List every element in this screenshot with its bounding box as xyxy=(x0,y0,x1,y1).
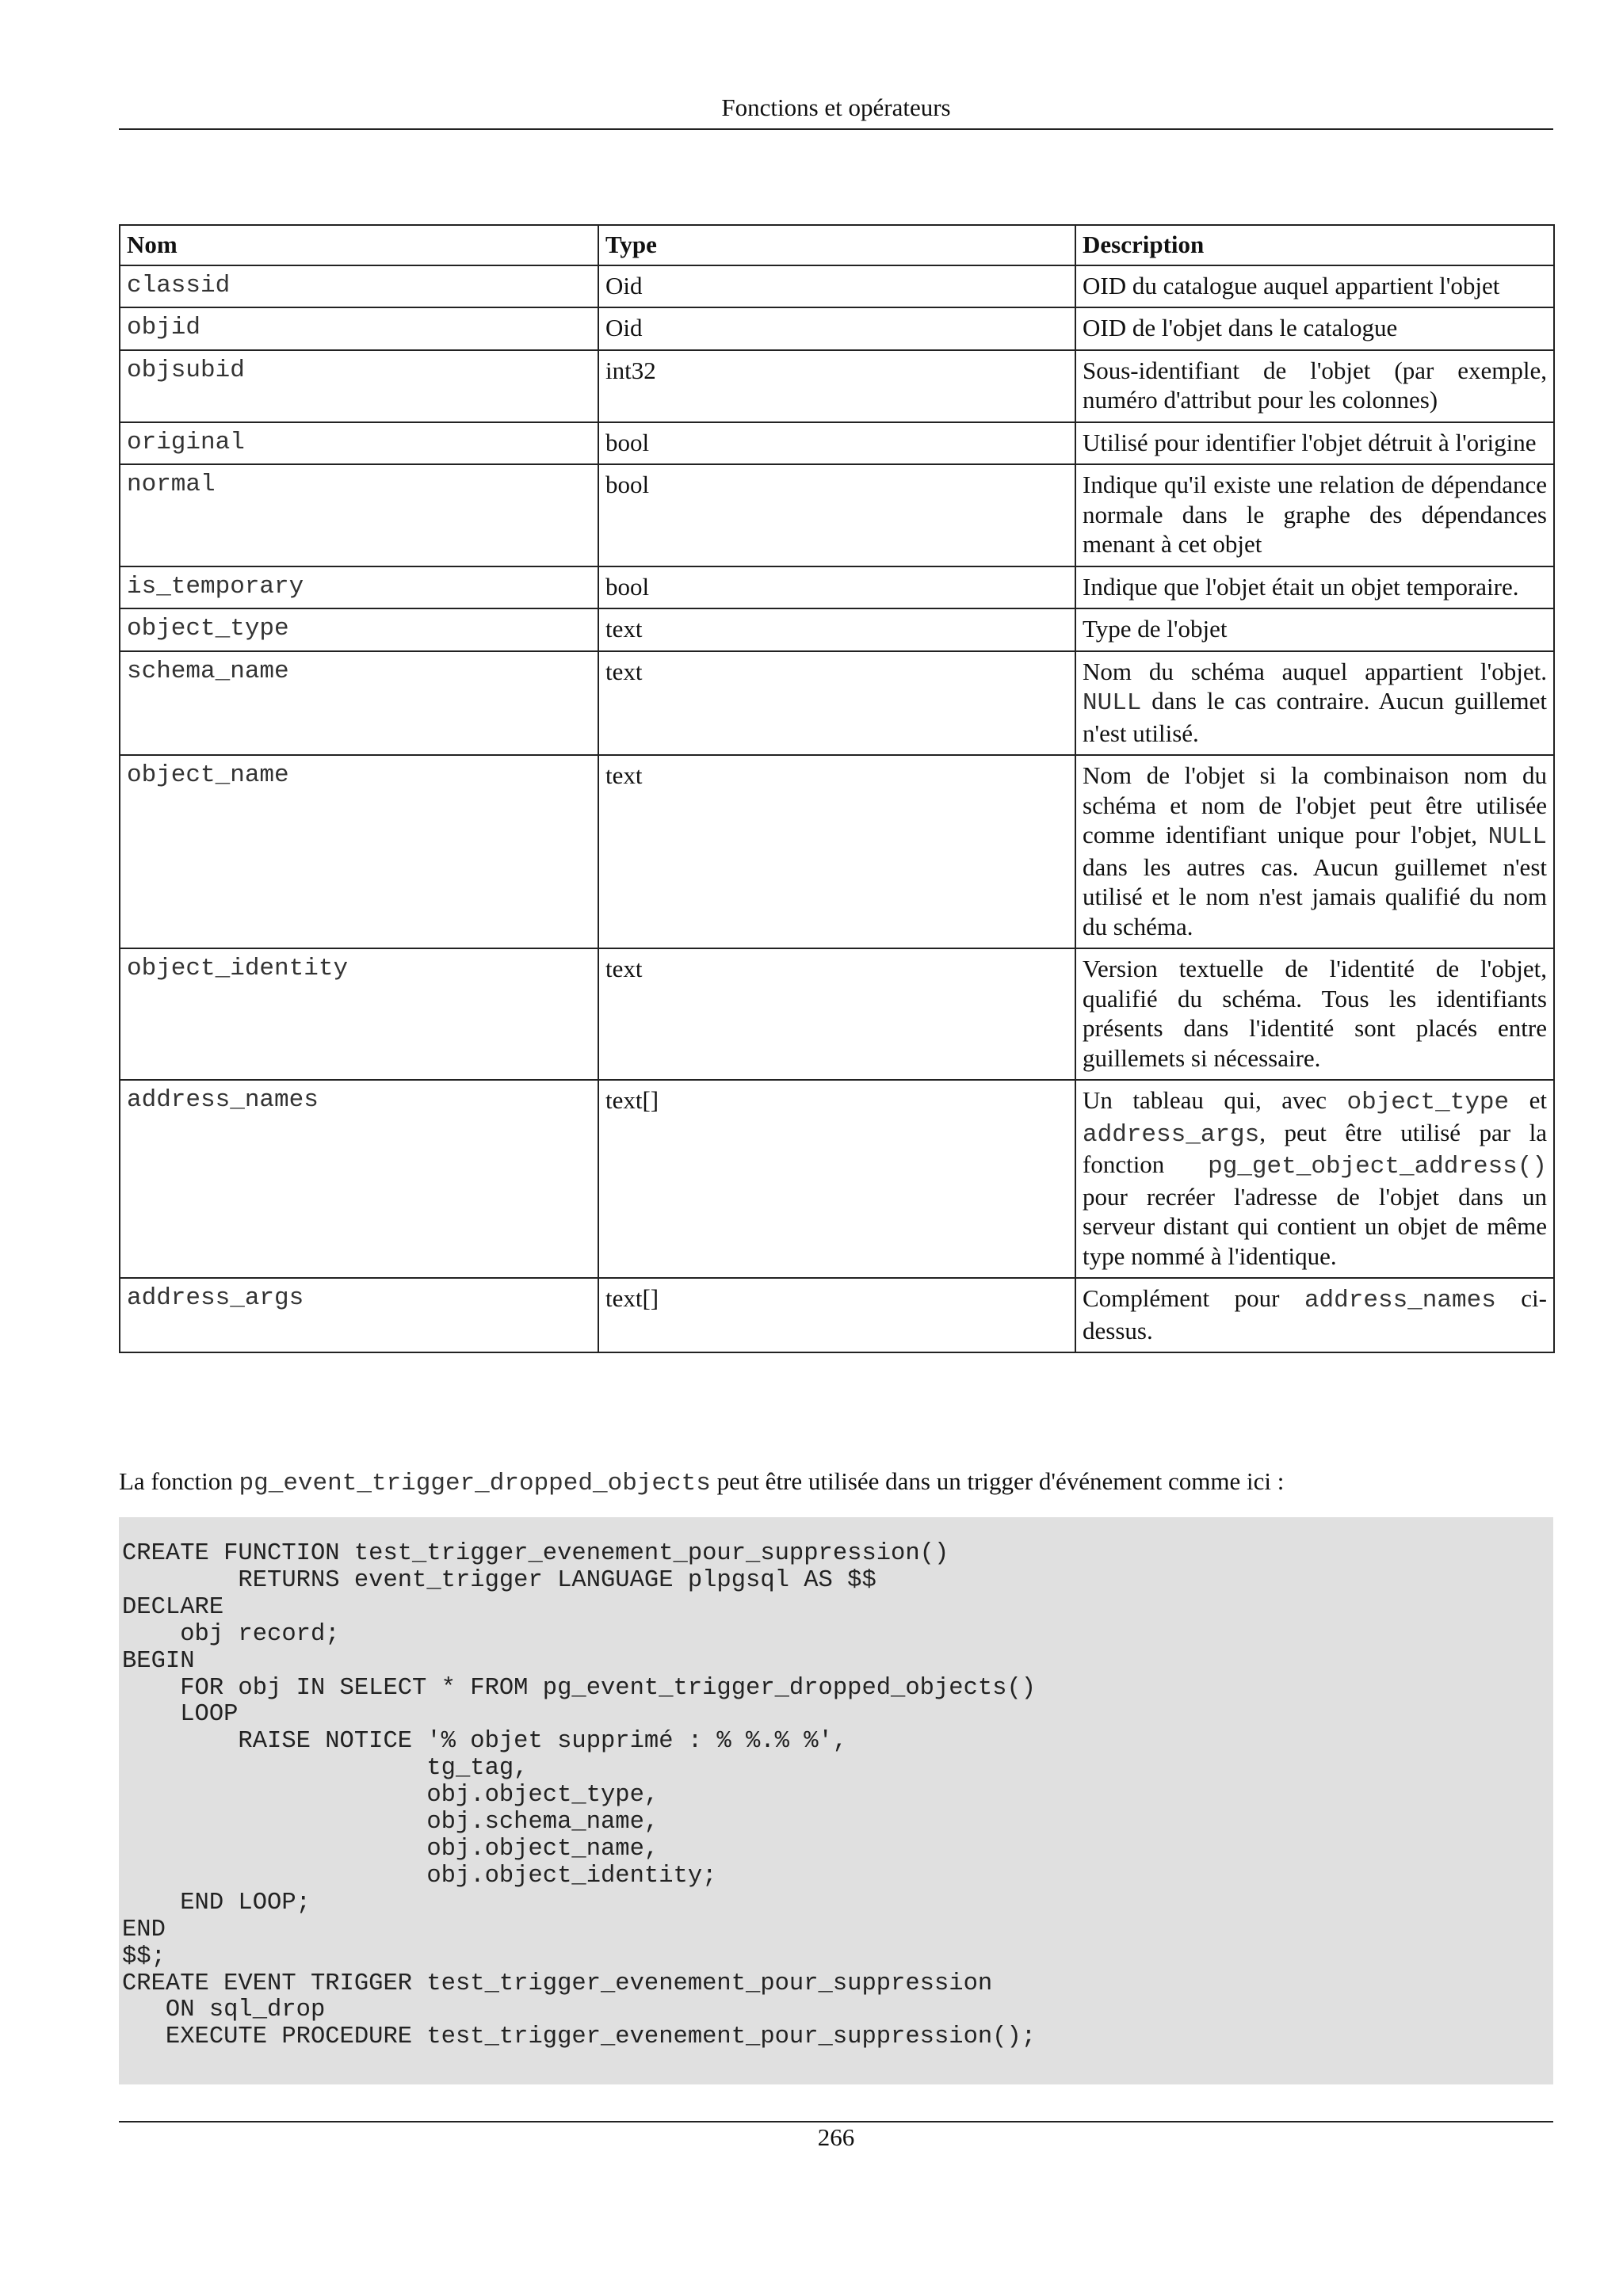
description-text: Indique que l'objet était un objet temporaire. xyxy=(1083,572,1519,601)
cell-description xyxy=(1075,608,1554,651)
cell-name: address_args xyxy=(120,1278,598,1352)
cell-name: normal xyxy=(120,464,598,566)
cell-name: address_names xyxy=(120,1080,598,1278)
cell-name: objid xyxy=(120,307,598,350)
header-rule xyxy=(119,128,1553,130)
table-row xyxy=(120,1278,1554,1352)
description-text: OID du catalogue auquel appartient l'objet xyxy=(1083,271,1500,299)
table-row xyxy=(120,608,1554,651)
code-example: CREATE FUNCTION test_trigger_evenement_pour_suppression() RETURNS event_trigger LANGUAGE plpgsql AS $$ DECLARE obj record; BEGIN FOR obj IN SELECT * FROM pg_event_trigger_dropped_objects() LOOP RAISE NOTICE '% objet supprimé : % %.% %', tg_tag, obj.object_type, obj.schema_name, obj.object_name, obj.object_identity; END LOOP; END $$; CREATE EVENT TRIGGER test_trigger_evenement_pour_suppression ON sql_drop EXECUTE PROCEDURE test_trigger_evenement_pour_suppression(); xyxy=(122,1540,1037,2051)
description-text: Nom du schéma auquel appartient l'objet. xyxy=(1083,657,1547,685)
table-row xyxy=(120,307,1554,350)
cell-description xyxy=(1075,265,1554,308)
description-text: dans le cas contraire. Aucun guillemet n'est utilisé. xyxy=(1083,687,1547,747)
cell-description xyxy=(1075,422,1554,465)
cell-name: object_identity xyxy=(120,948,598,1080)
cell-description xyxy=(1075,755,1554,948)
column-header-nom: Nom xyxy=(120,225,598,265)
description-text: Sous-identifiant de l'objet (par exemple, numéro d'attribut pour les colonnes) xyxy=(1083,356,1547,414)
cell-description xyxy=(1075,307,1554,350)
intro-text-after: peut être utilisée dans un trigger d'événement comme ici : xyxy=(710,1467,1285,1495)
table-row xyxy=(120,948,1554,1080)
description-text: Type de l'objet xyxy=(1083,615,1228,643)
inline-code: address_names xyxy=(1304,1287,1496,1314)
table-row xyxy=(120,1080,1554,1278)
cell-type: text xyxy=(598,948,1075,1080)
running-header: Fonctions et opérateurs xyxy=(721,93,951,121)
table-row xyxy=(120,265,1554,308)
inline-code: NULL xyxy=(1083,689,1142,717)
cell-name: original xyxy=(120,422,598,465)
code-example-box xyxy=(119,1517,1553,2084)
cell-type: bool xyxy=(598,422,1075,465)
cell-type: text[] xyxy=(598,1080,1075,1278)
cell-description xyxy=(1075,948,1554,1080)
cell-name: object_name xyxy=(120,755,598,948)
intro-text-before: La fonction xyxy=(119,1467,239,1495)
page-number: 266 xyxy=(817,2123,855,2151)
cell-type: Oid xyxy=(598,265,1075,308)
inline-code: NULL xyxy=(1487,823,1547,851)
table-row xyxy=(120,755,1554,948)
attributes-table xyxy=(119,224,1555,1353)
description-text: OID de l'objet dans le catalogue xyxy=(1083,314,1398,341)
intro-paragraph xyxy=(119,1466,1553,1500)
description-text: ci-dessus. xyxy=(1083,1284,1547,1344)
cell-description xyxy=(1075,464,1554,566)
cell-description xyxy=(1075,1080,1554,1278)
table-row xyxy=(120,422,1554,465)
description-text: pour recréer l'adresse de l'objet dans un serveur distant qui contient un objet de même type nommé à l'identique. xyxy=(1083,1182,1547,1270)
cell-type: Oid xyxy=(598,307,1075,350)
cell-description xyxy=(1075,1278,1554,1352)
column-header-type: Type xyxy=(598,225,1075,265)
cell-name: is_temporary xyxy=(120,566,598,609)
intro-function-name: pg_event_trigger_dropped_objects xyxy=(239,1470,711,1497)
column-header-description: Description xyxy=(1075,225,1554,265)
table-row xyxy=(120,464,1554,566)
description-text: Utilisé pour identifier l'objet détruit à l'origine xyxy=(1083,428,1537,456)
cell-description xyxy=(1075,566,1554,609)
description-text: , peut être utilisé par la fonction xyxy=(1083,1118,1547,1178)
cell-type: text xyxy=(598,608,1075,651)
cell-name: objsubid xyxy=(120,350,598,422)
description-text: Un tableau qui, avec xyxy=(1083,1086,1347,1114)
cell-type: text[] xyxy=(598,1278,1075,1352)
cell-name: object_type xyxy=(120,608,598,651)
description-text: Nom de l'objet si la combinaison nom du schéma et nom de l'objet peut être utilisée comme identifiant unique pour l'objet, xyxy=(1083,761,1547,849)
inline-code: object_type xyxy=(1346,1089,1510,1116)
cell-description xyxy=(1075,350,1554,422)
table-header-row xyxy=(120,225,1554,265)
table-body xyxy=(120,265,1554,1353)
cell-type: bool xyxy=(598,566,1075,609)
cell-name: schema_name xyxy=(120,651,598,756)
cell-type: text xyxy=(598,651,1075,756)
table-row xyxy=(120,566,1554,609)
cell-description xyxy=(1075,651,1554,756)
cell-type: int32 xyxy=(598,350,1075,422)
inline-code: address_args xyxy=(1083,1120,1260,1149)
description-text: Indique qu'il existe une relation de dépendance normale dans le graphe des dépendances menant à cet objet xyxy=(1083,471,1547,558)
description-text: Complément pour xyxy=(1083,1284,1304,1312)
inline-code: pg_get_object_address() xyxy=(1208,1153,1547,1180)
table-row xyxy=(120,651,1554,756)
description-text: Version textuelle de l'identité de l'objet, qualifié du schéma. Tous les identifiants présents dans l'identité sont placés entre guillemets si nécessaire. xyxy=(1083,955,1547,1072)
cell-type: bool xyxy=(598,464,1075,566)
description-text: et xyxy=(1509,1086,1548,1114)
description-text: dans les autres cas. Aucun guillemet n'est utilisé et le nom n'est jamais qualifié du nom du schéma. xyxy=(1083,852,1547,940)
cell-name: classid xyxy=(120,265,598,308)
table-row xyxy=(120,350,1554,422)
cell-type: text xyxy=(598,755,1075,948)
